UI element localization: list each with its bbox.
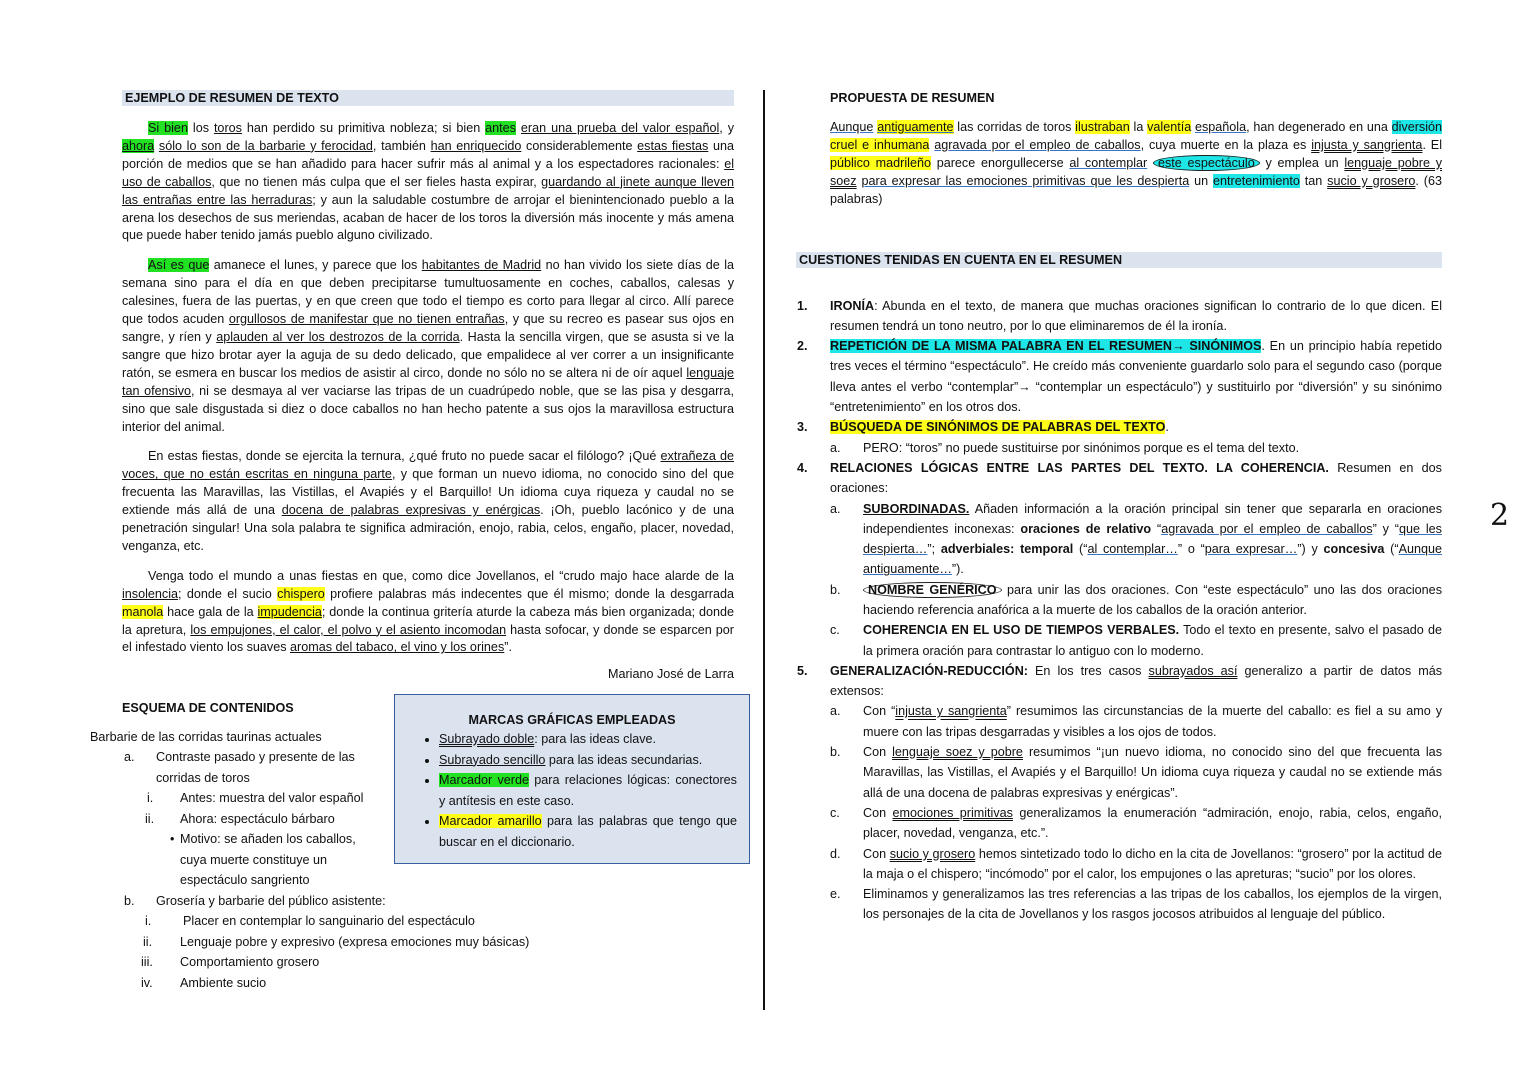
original-text-paragraph-3 — [122, 448, 734, 555]
text-segment: los — [187, 121, 214, 135]
cuestion-4-c: c. COHERENCIA EN EL USO DE TIEMPOS VERBALES. Todo el texto en presente, salvo el pasado de la primera oración para contrastar lo antiguo con lo moderno. — [830, 623, 1442, 658]
text-segment: manola — [122, 604, 164, 619]
cuestion-5-e: e. Eliminamos y generalizamos las tres referencias a las tripas de los caballos, los ejemplos de la virgen, los personajes de la cita de Jovellanos y los rasgos jocosos atribuidos al lenguaje del público. — [830, 887, 1442, 922]
text-segment: subrayados así — [1148, 663, 1238, 678]
text-segment: para relaciones lógicas: conectores y antítesis en este caso. — [439, 773, 737, 808]
text-segment: , cuya muerte en la plaza es — [1140, 137, 1312, 152]
text-segment: ”. — [504, 640, 512, 655]
text-segment: profiere palabras más indecentes que él mismo; donde la desgarrada — [324, 586, 734, 601]
text-segment: ” resumimos las circunstancias de la muerte del caballo: es fiel a su amo y muere con las tripas desgarradas y visibles a los ojos de todos. — [863, 704, 1443, 739]
text-segment: injusta y sangrienta — [1311, 137, 1423, 152]
text-segment: toros — [213, 121, 242, 135]
cuestion-5-d: d. Con sucio y grosero hemos sintetizado todo lo dicho en la cita de Jovellanos: “grosero” por la actitud de la maja o el chispero; “incómodo” por el calor, los empujones o las apreturas; “sucio” por los olores. — [830, 846, 1442, 881]
text-segment: chispero — [277, 586, 325, 601]
text-segment: ; y aun la saludable costumbre de arrojar el bienintencionado pueblo a la arena los desechos de sus meriendas, acaban de hacer de los toros la diversión más inocente y más amena que puede haber tenido jamás pueblo alguno civilizado. — [122, 192, 734, 243]
text-segment: entretenimiento — [1213, 173, 1300, 188]
resumen-paragraph — [830, 119, 1442, 209]
text-segment: extrañeza de voces, que no están escritas en ninguna parte — [122, 449, 734, 482]
text-segment: Marcador amarillo — [439, 814, 542, 828]
text-segment: Todo el texto en presente, salvo el pasado de la primera oración para contrastar lo antiguo con lo moderno. — [863, 623, 1442, 658]
section-header-ejemplo: EJEMPLO DE RESUMEN DE TEXTO — [122, 90, 734, 106]
text-segment: , y — [719, 121, 734, 135]
text-segment: para expresar las emociones primitivas que les despierta — [861, 173, 1190, 188]
esquema-item-b-iii: iii. Comportamiento grosero — [141, 955, 320, 969]
cuestion-5-c: c. Con emociones primitivas generalizamos la enumeración “admiración, enojo, rabia, celos, engaño, placer, novedad, venganza, etc.”. — [830, 805, 1442, 841]
esquema-item-a: a. Contraste pasado y presente de las corridas de toros — [124, 750, 355, 785]
text-segment: ahora — [122, 138, 155, 153]
text-segment: REPETICIÓN DE LA MISMA PALABRA EN EL RESUMEN→ SINÓNIMOS — [830, 339, 1262, 354]
esquema-item-b: b. Grosería y barbarie del público asistente: — [124, 893, 386, 908]
text-segment: hasta sofocar, y donde se esparcen por el infestado viento los suaves — [122, 622, 734, 655]
text-segment: IRONÍA — [830, 298, 875, 313]
text-segment: hemos sintetizado todo lo dicho en la cita de Jovellanos: “grosero” por la actitud de la maja o el chispero; “incómodo” por el calor, los empujones o las apreturas; “sucio” por los olores. — [863, 846, 1442, 881]
cuestion-2-sinonimos: 2. REPETICIÓN DE LA MISMA PALABRA EN EL RESUMEN→ SINÓNIMOS. En un principio había repetido tres veces el término “espectáculo”. He creído más conveniente guardarlo solo para el segundo caso (porque lleva antes el verbo “contemplar”→ “contemplar un espectáculo”) y sustituirlo por “diversión” y su sinónimo “entretenimiento” en los otros dos. — [797, 339, 1442, 415]
text-segment: parece enorgullecerse — [930, 155, 1070, 170]
text-segment: al contemplar… — [1087, 542, 1178, 557]
text-segment: orgullosos de manifestar que no tienen entrañas — [228, 312, 505, 327]
text-segment: la — [1129, 120, 1148, 134]
text-segment: injusta y sangrienta — [895, 704, 1007, 719]
text-segment: para las ideas secundarias. — [545, 752, 703, 767]
text-segment: emociones primitivas — [892, 805, 1013, 820]
cuestion-5-generalizacion: 5. GENERALIZACIÓN-REDUCCIÓN: En los tres casos subrayados así generalizo a partir de datos más extensos: — [797, 663, 1442, 699]
text-segment: ” y “ — [1372, 521, 1399, 536]
text-segment: . En un principio había repetido tres veces el término “espectáculo”. He creído más conveniente guardarlo solo para el segundo caso (porque lleva antes el verbo “contemplar”→ “contemplar un espectáculo”) y sustituirlo por “diversión” y su sinónimo “entretenimiento” en los otros dos. — [830, 339, 1442, 415]
text-segment: Subrayado sencillo — [439, 752, 546, 767]
cuestion-5-b: b. Con lenguaje soez y pobre resumimos “¡un nuevo idioma, no conocido sino del que frecuenta las Maravillas, las Vistillas, el Avapiés y el Barquillo! Un idioma cuya riqueza y caudal no se extiende más allá de una docena de palabras expresivas y enérgicas”. — [830, 745, 1442, 800]
text-segment: sucio y grosero — [889, 846, 976, 861]
text-segment: lenguaje tan ofensivo — [122, 365, 734, 398]
text-segment: sólo lo son de la barbarie y ferocidad — [158, 138, 373, 153]
author-signature: Mariano José de Larra — [607, 667, 734, 682]
text-segment: eran una prueba del valor español — [520, 121, 720, 135]
cuestion-1-ironia: 1. IRONÍA: Abunda en el texto, de manera que muchas oraciones significan lo contrario de lo que dicen. El resumen tendrá un tono neutro, por lo que eliminaremos de él la ironía. — [797, 298, 1442, 333]
cuestion-3-busqueda: 3. BÚSQUEDA DE SINÓNIMOS DE PALABRAS DEL TEXTO. — [797, 420, 1169, 435]
text-segment: PERO: “toros” no puede sustituirse por sinónimos porque es el tema del texto. — [863, 440, 1300, 455]
cuestion-5-a: a. Con “injusta y sangrienta” resumimos las circunstancias de la muerte del caballo: es fiel a su amo y muere con las tripas desgarradas y visibles a los ojos de todos. — [830, 704, 1443, 739]
text-segment: “ — [1151, 521, 1162, 536]
text-segment: este espectáculo — [1153, 155, 1260, 171]
text-segment: oraciones de relativo — [1020, 521, 1152, 536]
text-segment: BÚSQUEDA DE SINÓNIMOS DE PALABRAS DEL TEXTO — [830, 420, 1166, 435]
text-segment: . (63 palabras) — [830, 173, 1442, 206]
text-segment: concesiva — [1323, 542, 1385, 557]
text-segment: valentía — [1147, 120, 1192, 134]
text-segment: RELACIONES LÓGICAS ENTRE LAS PARTES DEL TEXTO. LA COHERENCIA. — [830, 460, 1329, 475]
text-segment: amanece el lunes, y parece que los — [209, 258, 422, 273]
text-segment: , que no tienen más culpa que el ser fieles hasta expirar, — [211, 174, 542, 189]
text-segment: . — [1165, 420, 1169, 435]
text-segment: lenguaje pobre y soez — [830, 155, 1443, 188]
text-segment: al contemplar — [1069, 155, 1148, 170]
text-segment: ”) y — [1297, 542, 1324, 557]
original-text-paragraph-1 — [122, 120, 734, 245]
text-segment: agravada por el empleo de caballos — [1161, 521, 1373, 536]
text-segment: , y que su recreo es pasear sus ojos en sangre, y ríen y — [122, 312, 734, 344]
cuestiones-list — [797, 296, 1442, 925]
text-segment: Resumen en dos oraciones: — [830, 460, 1442, 496]
text-segment: : Abunda en el texto, de manera que muchas oraciones significan lo contrario de lo que dicen. El resumen tendrá un tono neutro, por lo que eliminaremos de él la ironía. — [830, 298, 1442, 333]
section-header-propuesta: PROPUESTA DE RESUMEN — [830, 91, 995, 105]
text-segment: diversión — [1391, 120, 1443, 134]
left-column — [122, 90, 734, 683]
cuestion-3-a: a. PERO: “toros” no puede sustituirse por sinónimos porque es el tema del texto. — [830, 440, 1300, 455]
text-segment: Añaden información a la oración principal sin tener que separarla en oraciones independientes inconexas: — [863, 501, 1442, 536]
text-segment: estas fiestas — [637, 138, 709, 153]
text-segment: antiguamente — [877, 120, 954, 134]
text-segment: Eliminamos y generalizamos las tres referencias a las tripas de los caballos, los ejemplos de la virgen, los personajes de la cita de Jovellanos y los rasgos jocosos atribuidos al lenguaje del público. — [863, 887, 1442, 922]
text-segment: ; donde el sucio — [178, 586, 278, 601]
text-segment: generalizamos la enumeración “admiración, enojo, rabia, celos, engaño, placer, novedad, venganza, etc.”. — [863, 805, 1442, 841]
cuestion-4-a: a. SUBORDINADAS. Añaden información a la oración principal sin tener que separarla en oraciones independientes inconexas: oraciones de relativo “agravada por el empleo de caballos” y “que les despierta…”; adverbiales: temporal (“al contemplar…” o “para expresar…”) y concesiva (“Aunque antiguamente…”). — [830, 501, 1442, 577]
text-segment: para expresar… — [1204, 542, 1298, 557]
text-segment: para unir las dos oraciones. Con “este espectáculo” uno las dos oraciones haciendo referencia anafórica a la muerte de los caballos de la oración anterior. — [863, 582, 1442, 617]
text-segment: Venga todo el mundo a unas fiestas en que, como dice Jovellanos, el “crudo majo hace alarde de la — [148, 568, 734, 583]
original-text-paragraph-2 — [122, 257, 734, 436]
text-segment: , y que forman un nuevo idioma, no conocido sino del que frecuenta las Maravillas, las Vistillas, el Avapiés y el Barquillo! Un idioma cuya riqueza y caudal no se extiende más allá de una — [122, 467, 734, 518]
text-segment: considerablemente — [521, 138, 638, 153]
text-segment: resumimos “¡un nuevo idioma, no conocido sino del que frecuenta las Maravillas, las Vistillas, el Avapiés y el Barquillo! Un idioma cuya riqueza y caudal no se extiende más allá de una docena de palabras expresivas y enérgicas”. — [863, 745, 1442, 800]
text-segment: Así es que — [148, 258, 210, 273]
text-segment: GENERALIZACIÓN-REDUCCIÓN: — [830, 663, 1028, 678]
text-segment: Con “ — [863, 704, 896, 719]
text-segment: público madrileño — [830, 155, 931, 170]
text-segment: ilustraban — [1075, 120, 1130, 134]
text-segment: Subrayado doble — [439, 732, 535, 746]
text-segment: ” o “ — [1177, 542, 1205, 557]
text-segment: insolencia — [122, 586, 179, 601]
text-segment: , ni se desmaya al ver vaciarse las tripas de un cuadrúpedo noble, que se las pisa y desgarra, sino que sale disgustada si diez o doce caballos no han hecho patente a sus ojos la maravillosa estructura interior del animal. — [122, 383, 734, 434]
marcas-title: MARCAS GRÁFICAS EMPLEADAS — [468, 713, 676, 727]
text-segment: . El — [1422, 137, 1442, 152]
text-segment: Con — [863, 805, 893, 820]
text-segment: tan — [1299, 173, 1328, 188]
marcas-list — [407, 729, 737, 852]
text-segment: las corridas de toros — [953, 120, 1076, 134]
esquema-item-bullet: • Motivo: se añaden los caballos, cuya muerte constituye un espectáculo sangriento — [170, 832, 356, 887]
esquema-root: Barbarie de las corridas taurinas actuales — [90, 729, 322, 744]
cuestion-4-coherencia: 4. RELACIONES LÓGICAS ENTRE LAS PARTES DEL TEXTO. LA COHERENCIA. Resumen en dos oraciones: — [797, 460, 1442, 496]
original-text-paragraph-4 — [122, 568, 734, 658]
marcas-graficas-box — [394, 694, 750, 864]
text-segment: ”). — [951, 562, 964, 577]
text-segment: ; donde la continua gritería aturde la cabeza más bien organizada; donde la apretura, — [122, 604, 734, 637]
text-segment: un — [1189, 173, 1214, 188]
esquema-item-b-ii: ii. Lenguaje pobre y expresivo (expresa emociones muy básicas) — [143, 934, 530, 949]
page-number: 2 — [1490, 498, 1510, 533]
text-segment: Marcador verde — [439, 773, 529, 787]
text-segment: Con — [863, 846, 890, 861]
text-segment: En estas fiestas, donde se ejercita la ternura, ¿qué fruto no puede sacar el filólogo? ¡Qué — [148, 449, 661, 464]
esquema-item-a-ii: ii. Ahora: espectáculo bárbaro — [145, 811, 335, 826]
text-segment: ”; — [927, 542, 941, 557]
marca-subrayado-doble — [439, 729, 737, 750]
text-segment: . Hasta la sencilla virgen, que se asusta si ve la sangre que hizo brotar ayer la aguja de su dedo delicado, que empalidece al ver correr a un insignificante ratón, se esmera en buscar los medios de asistir al circo, donde no sólo no se altera ni de oír aquel — [122, 329, 735, 380]
esquema-title: ESQUEMA DE CONTENIDOS — [122, 701, 294, 715]
cuestion-4-b: b. NOMBRE GENÉRICO para unir las dos oraciones. Con “este espectáculo” uno las dos oraciones haciendo referencia anafórica a la muerte de los caballos de la oración anterior. — [830, 582, 1442, 617]
text-segment: . ¡Oh, pueblo lacónico y de una penetración singular! Una sola palabra te significa admiración, enojo, rabia, celos, engaño, placer, novedad, venganza, etc. — [122, 503, 734, 553]
text-segment: docena de palabras expresivas y enérgicas — [281, 503, 541, 518]
text-segment: para las palabras que tengo que buscar en el diccionario. — [439, 814, 737, 849]
text-segment: : para las ideas clave. — [534, 732, 657, 746]
right-column — [797, 90, 1442, 925]
column-divider — [763, 90, 765, 1010]
text-segment: han perdido su primitiva nobleza; si bien — [241, 121, 486, 135]
text-segment: Si bien — [148, 121, 188, 135]
text-segment: NOMBRE GENÉRICO — [863, 582, 1002, 598]
text-segment: aromas del tabaco, el vino y los orines — [290, 640, 505, 655]
text-segment: habitantes de Madrid — [421, 258, 542, 273]
marca-subrayado-sencillo — [439, 750, 737, 771]
text-segment: española — [1194, 120, 1247, 134]
text-segment: y emplea un — [1259, 155, 1345, 170]
text-segment: SUBORDINADAS. — [863, 501, 970, 516]
esquema-item-a-i: i. Antes: muestra del valor español — [147, 791, 364, 805]
text-segment: sucio y grosero — [1327, 173, 1416, 188]
text-segment: el uso de caballos — [122, 156, 734, 189]
text-segment: guardando al jinete aunque lleven las entrañas entre las herraduras — [122, 174, 734, 207]
text-segment: En los tres casos — [1028, 663, 1149, 678]
text-segment: que les despierta… — [863, 521, 1442, 557]
text-segment: adverbiales: temporal — [940, 542, 1074, 557]
section-header-cuestiones: CUESTIONES TENIDAS EN CUENTA EN EL RESUMEN — [796, 252, 1442, 268]
text-segment: COHERENCIA EN EL USO DE TIEMPOS VERBALES. — [863, 623, 1180, 638]
text-segment: han enriquecido — [430, 138, 522, 153]
text-segment: antes — [485, 121, 516, 135]
text-segment: cruel e inhumana — [830, 137, 930, 152]
text-segment: agravada por el empleo de caballos — [934, 137, 1141, 152]
esquema-item-b-iv: iv. Ambiente sucio — [141, 975, 267, 990]
text-segment: , han degenerado en una — [1246, 120, 1392, 134]
text-segment: no han vivido los siete días de la semana sino para el día en que deben precipitarse tumultuosamente en coches, caballos, calesas y calesines, fuera de las puertas, y en que creen que todo el tiempo es corto para llegar al circo. Allí parece que todos acuden — [122, 258, 734, 327]
text-segment: (“ — [1384, 542, 1399, 557]
text-segment: hace gala de la — [163, 604, 258, 619]
text-segment: Aunque antiguamente… — [863, 542, 1442, 577]
text-segment: Aunque — [830, 120, 874, 134]
esquema-item-b-i: i. Placer en contemplar lo sanguinario del espectáculo — [145, 914, 475, 928]
text-segment: (“ — [1073, 542, 1088, 557]
text-segment: una porción de medios que se han añadido para hacer sufrir más al animal y a los espectadores racionales: — [122, 138, 734, 171]
text-segment: Con — [863, 745, 893, 760]
text-segment: impudencia — [257, 604, 322, 619]
text-segment: aplauden al ver los destrozos de la corrida — [216, 329, 460, 344]
text-segment: , también — [372, 138, 431, 153]
text-segment: lenguaje soez y pobre — [892, 745, 1023, 760]
marca-marcador-verde — [439, 770, 737, 811]
text-segment: los empujones, el calor, el polvo y el asiento incomodan — [190, 622, 507, 637]
marca-marcador-amarillo — [439, 811, 737, 852]
text-segment: generalizo a partir de datos más extensos: — [830, 663, 1442, 699]
